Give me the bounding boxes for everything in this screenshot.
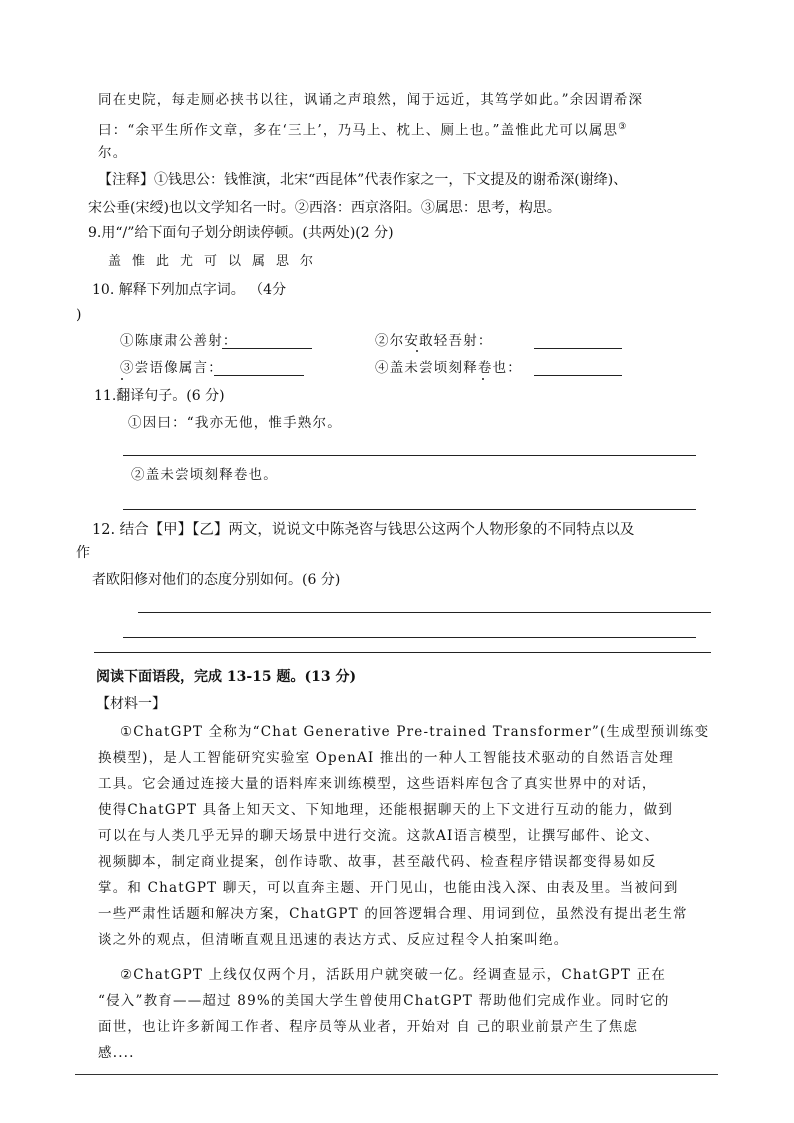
paragraph-line: 谈之外的观点，但清晰直观且迅速的表达方式、反应过程令人拍案叫绝。 bbox=[98, 932, 569, 948]
answer-line[interactable] bbox=[123, 509, 696, 510]
paragraph-line: 工具。它会通过连接大量的语料库来训练模型，这些语料库包含了真实世界中的对话， bbox=[98, 776, 657, 792]
passage-text: 曰：“余平生所作文章，多在‘三上’，乃马上、枕上、厕上也。”盖惟此尤可以属思 bbox=[98, 122, 619, 139]
paragraph-line: 掌。和 ChatGPT 聊天，可以直奔主题、开门见山，也能由浅入深、由表及里。当被问到 bbox=[98, 880, 679, 896]
footer-divider bbox=[75, 1074, 718, 1075]
question-10-item-1: ①陈康肃公善射： bbox=[120, 333, 238, 349]
question-12-prompt-2: 者欧阳修对他们的态度分别如何。(6 分) bbox=[92, 572, 341, 588]
question-11-item-1: ①因曰：“我亦无他，惟手熟尔。 bbox=[128, 415, 342, 431]
question-10-item-3: ③尝语像属言： bbox=[120, 360, 223, 376]
question-12-prompt: 12. 结合【甲】【乙】两文，说说文中陈尧咨与钱思公这两个人物形象的不同特点以及 bbox=[92, 522, 635, 538]
paragraph-line: “侵入”教育——超过 89%的美国大学生曾使用ChatGPT 帮助他们完成作业。同时它的 bbox=[98, 993, 670, 1009]
paragraph-line: ①ChatGPT 全称为“Chat Generative Pre-trained Transformer”(生成型预训练变 bbox=[120, 724, 710, 740]
notes-line: 【注释】①钱思公：钱惟演，北宋“西昆体”代表作家之一，下文提及的谢希深(谢绛)、 bbox=[98, 172, 628, 188]
paragraph-line: 可以在与人类几乎无异的聊天场景中进行交流。这款AI语言模型，让撰写邮件、论文、 bbox=[98, 828, 660, 844]
emphasis-dot bbox=[121, 378, 123, 380]
footnote-mark: ③ bbox=[618, 122, 628, 132]
answer-line[interactable] bbox=[123, 455, 696, 456]
question-10-prompt: 10. 解释下列加点字词。 （4分 bbox=[92, 282, 287, 298]
question-11-item-2: ②盖未尝顷刻释卷也。 bbox=[131, 467, 278, 483]
paragraph-line: 感.... bbox=[98, 1045, 135, 1061]
answer-blank[interactable] bbox=[222, 348, 312, 349]
answer-line[interactable] bbox=[138, 612, 711, 613]
notes-line: 宋公垂(宋绶)也以文学知名一时。②西洛：西京洛阳。③属思：思考，构思。 bbox=[88, 200, 561, 216]
answer-line[interactable] bbox=[94, 652, 711, 653]
answer-blank[interactable] bbox=[534, 375, 622, 376]
answer-blank[interactable] bbox=[534, 348, 622, 349]
question-12-prompt-wrap: 作 bbox=[76, 545, 90, 561]
section-heading: 阅读下面语段，完成 13-15 题。(13 分) bbox=[96, 669, 357, 685]
question-11-prompt: 11.翻译句子。(6 分) bbox=[94, 388, 225, 404]
paragraph-line: 面世，也让许多新闻工作者、程序员等从业者，开始对 自 己的职业前景产生了焦虑 bbox=[98, 1019, 639, 1035]
paragraph-line: 一些严肃性话题和解决方案，ChatGPT 的回答逻辑合理、用词到位，虽然没有提出老生常 bbox=[98, 906, 688, 922]
question-10-prompt-cont: ) bbox=[76, 307, 82, 323]
answer-line[interactable] bbox=[123, 637, 696, 638]
answer-blank[interactable] bbox=[214, 375, 304, 376]
paragraph-line: 使得ChatGPT 具备上知天文、下知地理，还能根据聊天的上下文进行互动的能力，做到 bbox=[98, 802, 674, 818]
question-10-item-4: ④盖未尝顷刻释卷也： bbox=[375, 360, 522, 376]
paragraph-line: 视频脚本，制定商业提案，创作诗歌、故事，甚至敲代码、检查程序错误都变得易如反 bbox=[98, 854, 657, 870]
question-9-prompt: 9.用“/”给下面句子划分朗读停顿。(共两处)(2 分) bbox=[88, 225, 394, 241]
passage-line bbox=[98, 117, 628, 141]
paragraph-line: ②ChatGPT 上线仅仅两个月，活跃用户就突破一亿。经调查显示，ChatGPT 正在 bbox=[120, 967, 667, 983]
material-label: 【材料一】 bbox=[96, 696, 166, 712]
passage-line: 同在史院，每走厕必挟书以往，讽诵之声琅然，闻于远近，其笃学如此。”余因谓希深 bbox=[98, 92, 644, 108]
question-10-item-2: ②尔安敢轻吾射： bbox=[375, 333, 493, 349]
question-9-sentence: 盖惟此尤可以属思尔 bbox=[108, 254, 325, 269]
paragraph-line: 换模型)，是人工智能研究实验室 OpenAI 推出的一种人工智能技术驱动的自然语言处理 bbox=[98, 750, 674, 766]
emphasis-dot bbox=[482, 378, 484, 380]
emphasis-dot bbox=[416, 350, 418, 352]
passage-line: 尔。 bbox=[98, 145, 128, 161]
